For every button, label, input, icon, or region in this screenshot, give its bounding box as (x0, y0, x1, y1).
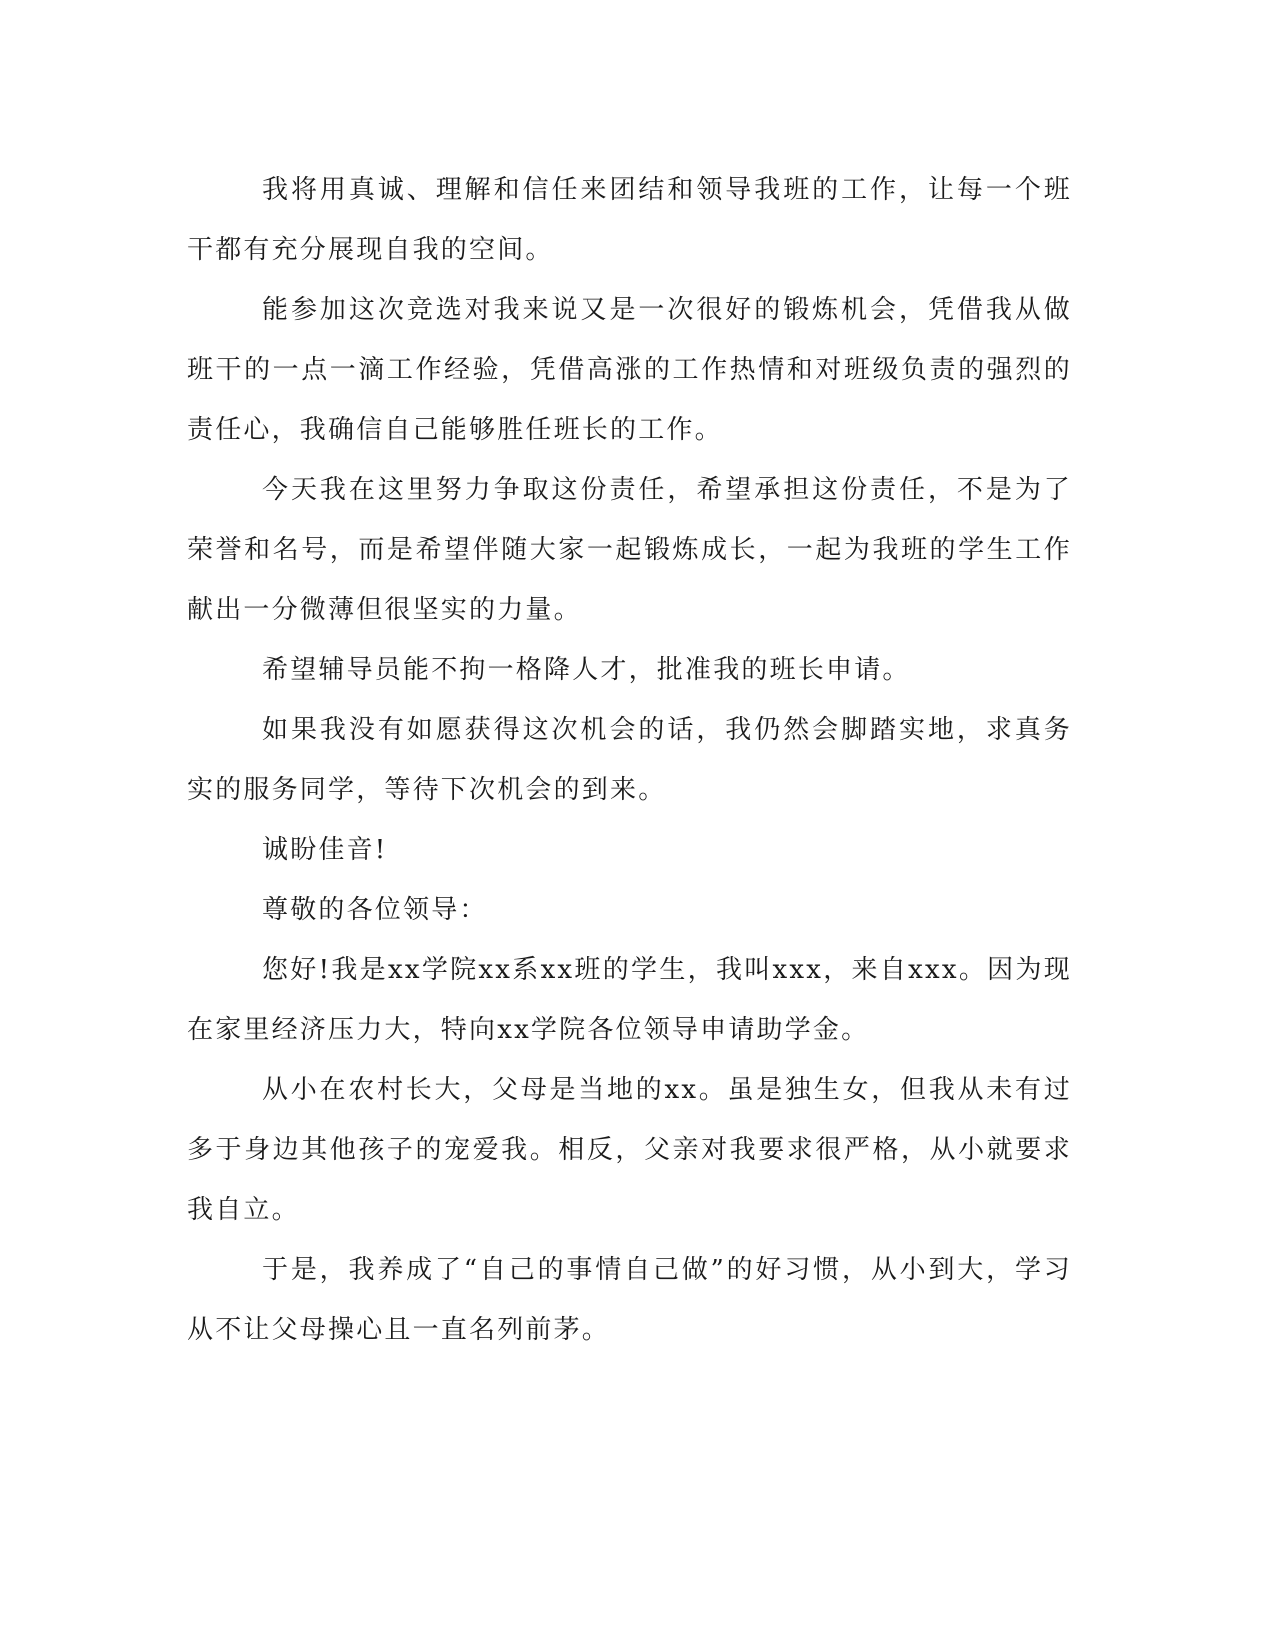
paragraph: 诚盼佳音! (262, 835, 388, 865)
paragraph: 您好!我是xx学院xx系xx班的学生，我叫xxx，来自xxx。因为现在家里经济压力大，特向xx学院各位领导申请助学金。 (187, 955, 1072, 1045)
paragraph: 能参加这次竞选对我来说又是一次很好的锻炼机会，凭借我从做班干的一点一滴工作经验，凭借高涨的工作热情和对班级负责的强烈的责任心，我确信自己能够胜任班长的工作。 (187, 295, 1072, 445)
document-body (187, 160, 1072, 1360)
paragraph: 如果我没有如愿获得这次机会的话，我仍然会脚踏实地，求真务实的服务同学，等待下次机会的到来。 (187, 715, 1072, 805)
paragraph: 今天我在这里努力争取这份责任，希望承担这份责任，不是为了荣誉和名号，而是希望伴随大家一起锻炼成长，一起为我班的学生工作献出一分微薄但很坚实的力量。 (187, 475, 1072, 625)
paragraph: 从小在农村长大，父母是当地的xx。虽是独生女，但我从未有过多于身边其他孩子的宠爱我。相反，父亲对我要求很严格，从小就要求我自立。 (187, 1075, 1072, 1225)
paragraph: 于是，我养成了“自己的事情自己做”的好习惯，从小到大，学习从不让父母操心且一直名列前茅。 (187, 1255, 1072, 1345)
salutation: 尊敬的各位领导： (262, 895, 488, 925)
paragraph: 希望辅导员能不拘一格降人才，批准我的班长申请。 (262, 655, 911, 685)
paragraph: 我将用真诚、理解和信任来团结和领导我班的工作，让每一个班干都有充分展现自我的空间。 (187, 175, 1072, 265)
